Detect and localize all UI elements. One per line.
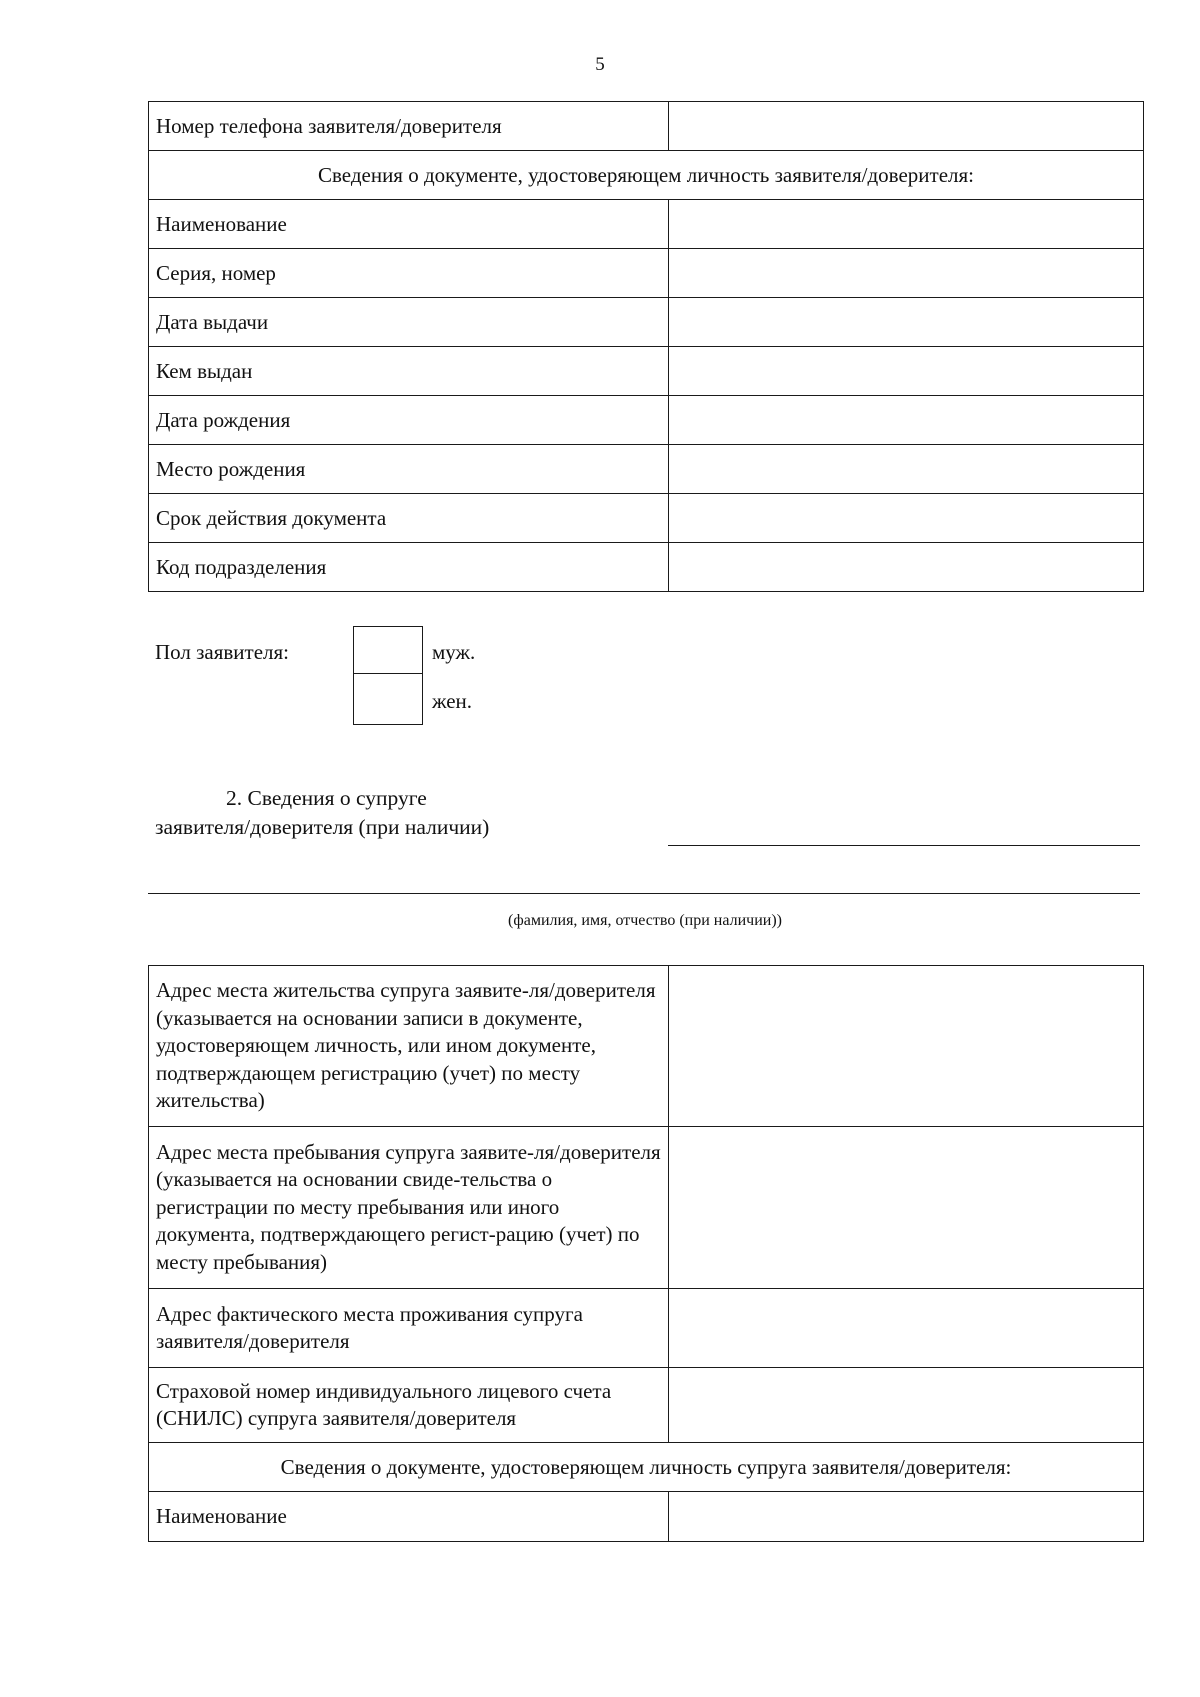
snils-label: Страховой номер индивидуального лицевого счета (СНИЛС) супруга заявителя/доверителя <box>149 1368 669 1443</box>
table-row <box>149 396 1144 445</box>
table-row <box>149 1127 1144 1289</box>
validity-field[interactable] <box>669 494 1144 543</box>
division-code-field[interactable] <box>669 543 1144 592</box>
issued-by-field[interactable] <box>669 347 1144 396</box>
series-number-field[interactable] <box>669 249 1144 298</box>
applicant-table <box>148 101 1144 592</box>
table-row <box>149 966 1144 1127</box>
spouse-id-section-title: Сведения о документе, удостоверяющем личность супруга заявителя/доверителя: <box>149 1443 1144 1492</box>
issued-by-label: Кем выдан <box>149 347 669 396</box>
division-code-label: Код подразделения <box>149 543 669 592</box>
actual-address-label: Адрес фактического места проживания супруга заявителя/доверителя <box>149 1289 669 1368</box>
stay-address-field[interactable] <box>669 1127 1144 1289</box>
actual-address-field[interactable] <box>669 1289 1144 1368</box>
table-row <box>149 543 1144 592</box>
table-row <box>149 298 1144 347</box>
issue-date-label: Дата выдачи <box>149 298 669 347</box>
doc-name-field[interactable] <box>669 200 1144 249</box>
table-row <box>149 102 1144 151</box>
table-row <box>149 494 1144 543</box>
series-number-label: Серия, номер <box>149 249 669 298</box>
table-row <box>149 151 1144 200</box>
table-row <box>149 1368 1144 1443</box>
birth-date-label: Дата рождения <box>149 396 669 445</box>
table-row <box>149 249 1144 298</box>
phone-field[interactable] <box>669 102 1144 151</box>
gender-label: Пол заявителя: <box>155 640 290 664</box>
doc-name-label: Наименование <box>149 200 669 249</box>
spouse-section-subtitle: заявителя/доверителя (при наличии) <box>155 815 490 839</box>
phone-label: Номер телефона заявителя/доверителя <box>149 102 669 151</box>
spouse-fio-field-continued[interactable] <box>148 893 1140 894</box>
birth-place-field[interactable] <box>669 445 1144 494</box>
validity-label: Срок действия документа <box>149 494 669 543</box>
gender-female-label: жен. <box>432 689 473 713</box>
spouse-doc-name-field[interactable] <box>669 1492 1144 1542</box>
table-row <box>149 200 1144 249</box>
gender-male-label: муж. <box>432 640 476 664</box>
spouse-table <box>148 965 1144 1542</box>
table-row <box>149 347 1144 396</box>
residence-address-label: Адрес места жительства супруга заявите-ля/доверителя (указывается на основании записи в документе, удостоверяющем личность, или ином документе, подтверждающем регистрацию (учет) по месту жительства) <box>149 966 669 1127</box>
issue-date-field[interactable] <box>669 298 1144 347</box>
table-row <box>149 445 1144 494</box>
page-number: 5 <box>595 54 605 75</box>
birth-date-field[interactable] <box>669 396 1144 445</box>
snils-field[interactable] <box>669 1368 1144 1443</box>
table-row <box>149 1289 1144 1368</box>
gender-female-checkbox[interactable] <box>353 674 423 725</box>
spouse-doc-name-label: Наименование <box>149 1492 669 1542</box>
birth-place-label: Место рождения <box>149 445 669 494</box>
table-row <box>149 1443 1144 1492</box>
spouse-section-title: 2. Сведения о супруге <box>226 786 427 810</box>
gender-male-checkbox[interactable] <box>353 626 423 674</box>
stay-address-label: Адрес места пребывания супруга заявите-ля/доверителя (указывается на основании свиде-тельства о регистрации по месту пребывания или иного документа, подтверждающего регист-рацию (учет) по месту пребывания) <box>149 1127 669 1289</box>
residence-address-field[interactable] <box>669 966 1144 1127</box>
fio-caption: (фамилия, имя, отчество (при наличии)) <box>508 912 782 929</box>
id-section-title: Сведения о документе, удостоверяющем личность заявителя/доверителя: <box>149 151 1144 200</box>
spouse-fio-field[interactable] <box>668 845 1140 846</box>
table-row <box>149 1492 1144 1542</box>
